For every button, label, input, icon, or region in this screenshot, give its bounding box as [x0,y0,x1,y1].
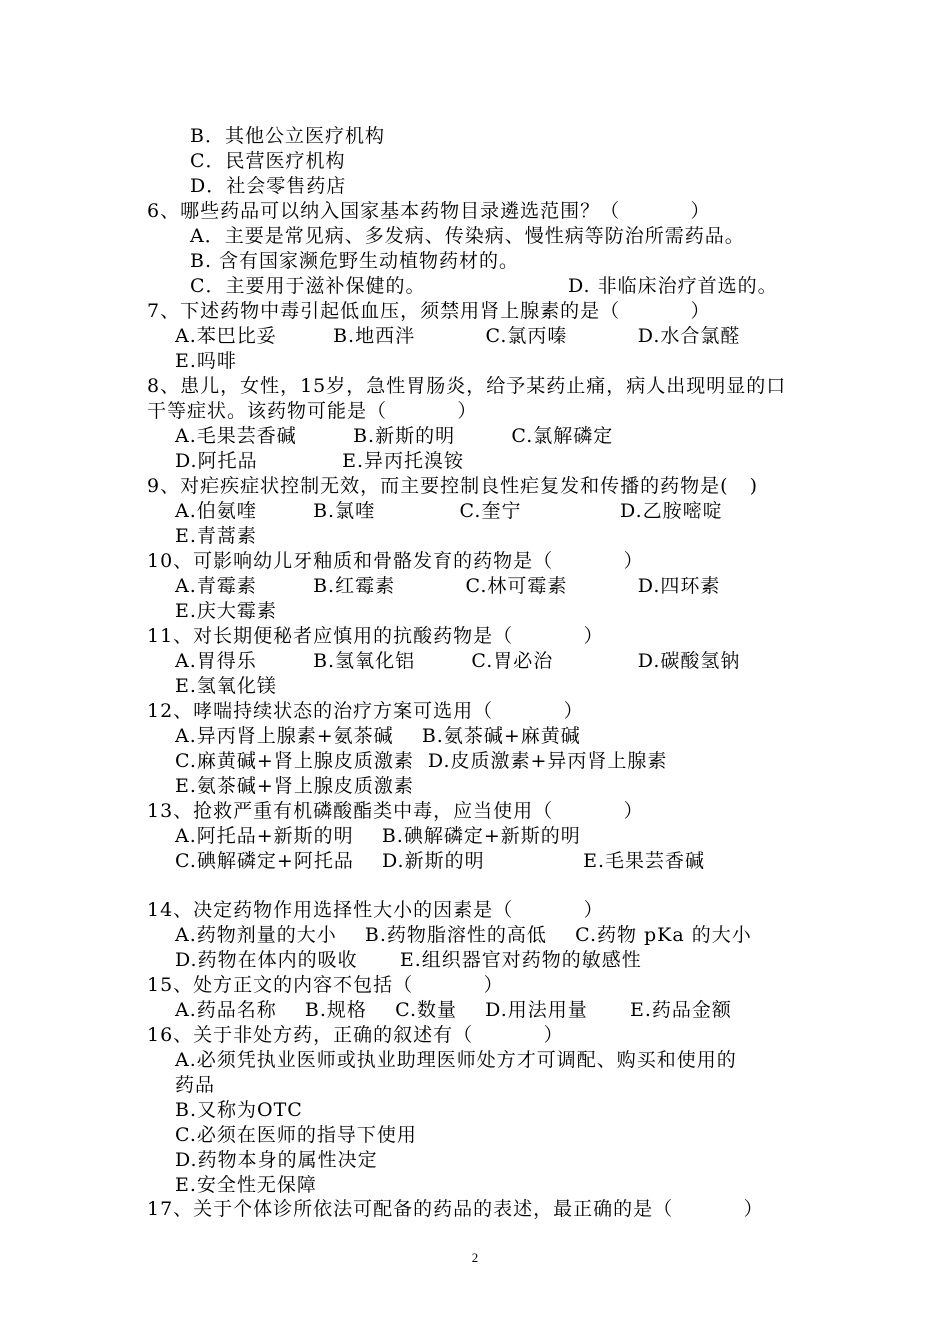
question-16-option-e: E.安全性无保障 [175,1174,317,1196]
question-7: 7、下述药物中毒引起低血压，须禁用肾上腺素的是（ ） [147,300,711,322]
question-13: 13、抢救严重有机磷酸酯类中毒，应当使用（ ） [147,800,644,822]
question-12-options-row-1: A.异丙肾上腺素+氨茶碱 B.氨茶碱+麻黄碱 [175,725,581,747]
question-16-option-c: C.必须在医师的指导下使用 [175,1124,417,1146]
question-13-options-row-1: A.阿托品+新斯的明 B.碘解磷定+新斯的明 [175,825,581,847]
question-10-option-e: E.庆大霉素 [175,600,277,622]
question-8-continued: 干等症状。该药物可能是（ ） [147,400,478,422]
question-11-option-e: E.氢氧化镁 [175,675,277,697]
question-6-option-b: B. 含有国家濒危野生动植物药材的。 [190,250,520,272]
question-7-option-e: E.吗啡 [175,350,237,372]
question-15: 15、处方正文的内容不包括（ ） [147,974,504,996]
question-8-options-row-2: D.阿托品 E.异丙托溴铵 [175,450,464,472]
question-14-options-row-1: A.药物剂量的大小 B.药物脂溶性的高低 C.药物 pKa 的大小 [175,924,752,946]
question-6-option-d: D. 非临床治疗首选的。 [568,275,778,297]
question-14-options-row-2: D.药物在体内的吸收 E.组织器官对药物的敏感性 [175,949,642,971]
question-16-option-d: D.药物本身的属性决定 [175,1149,378,1171]
question-9-options: A.伯氨喹 B.氯喹 C.奎宁 D.乙胺嘧啶 [175,500,723,522]
question-6-option-a: A．主要是常见病、多发病、传染病、慢性病等防治所需药品。 [190,225,745,247]
question-17: 17、关于个体诊所依法可配备的药品的表述，最正确的是（ ） [147,1198,764,1220]
question-9-option-e: E.青蒿素 [175,525,257,547]
option-6b-line: B．其他公立医疗机构 [190,125,385,147]
page-number: 2 [471,1250,479,1265]
question-8: 8、患儿，女性，15岁，急性胃肠炎，给予某药止痛，病人出现明显的口 [147,375,787,397]
question-12: 12、哮喘持续状态的治疗方案可选用（ ） [147,700,584,722]
question-11-options: A.胃得乐 B.氢氧化铝 C.胃必治 D.碳酸氢钠 [175,650,741,672]
question-12-option-e: E.氨茶碱+肾上腺皮质激素 [175,775,414,797]
question-15-options: A.药品名称 B.规格 C.数量 D.用法用量 E.药品金额 [175,999,732,1021]
question-13-options-row-2: C.碘解磷定+阿托品 D.新斯的明 E.毛果芸香碱 [175,850,706,872]
option-6d-line: D．社会零售药店 [190,175,347,197]
question-16: 16、关于非处方药，正确的叙述有（ ） [147,1024,564,1046]
question-7-options: A.苯巴比妥 B.地西泮 C.氯丙嗪 D.水合氯醛 [175,325,741,347]
question-16-option-a-continued: 药品 [175,1074,216,1096]
question-11: 11、对长期便秘者应慎用的抗酸药物是（ ） [147,625,604,647]
question-16-option-b: B.又称为OTC [175,1099,303,1121]
question-6-option-c: C．主要用于滋补保健的。 [190,275,426,297]
question-10: 10、可影响幼儿牙釉质和骨骼发育的药物是（ ） [147,550,644,572]
question-9: 9、对疟疾症状控制无效，而主要控制良性疟复发和传播的药物是( ) [147,475,759,497]
question-6: 6、哪些药品可以纳入国家基本药物目录遴选范围？（ ） [147,200,711,222]
question-10-options: A.青霉素 B.红霉素 C.林可霉素 D.四环素 [175,575,721,597]
option-6c-line: C．民营医疗机构 [190,150,346,172]
question-12-options-row-2: C.麻黄碱+肾上腺皮质激素 D.皮质激素+异丙肾上腺素 [175,750,668,772]
question-14: 14、决定药物作用选择性大小的因素是（ ） [147,899,604,921]
question-8-options-row-1: A.毛果芸香碱 B.新斯的明 C.氯解磷定 [175,425,614,447]
question-16-option-a: A.必须凭执业医师或执业助理医师处方才可调配、购买和使用的 [175,1049,737,1071]
